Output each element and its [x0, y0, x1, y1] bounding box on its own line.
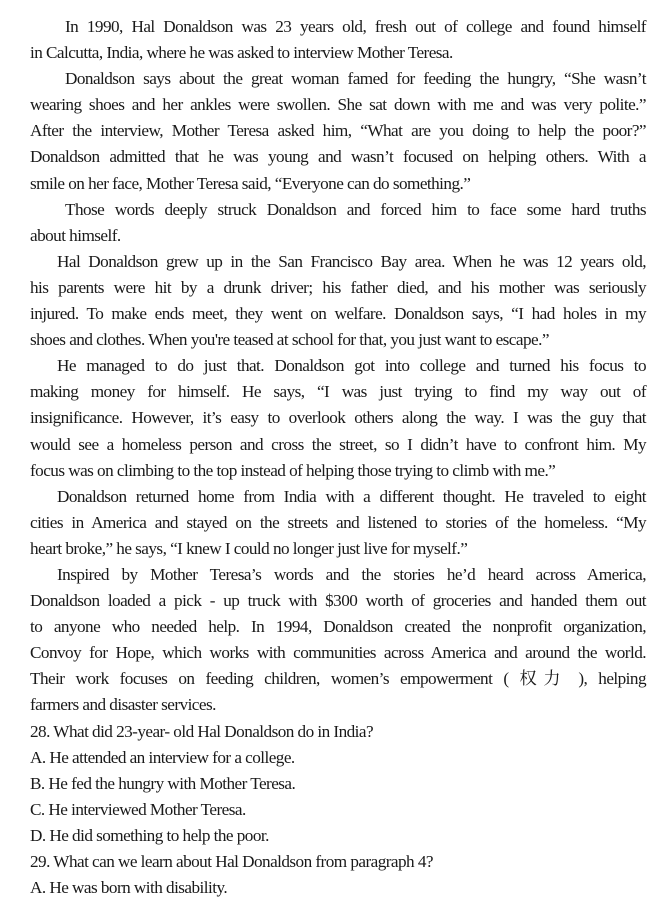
text-line: would see a homeless person and cross the street, so I didn’t have to confront him. My	[30, 434, 646, 454]
text-line: focus was on climbing to the top instead of helping those trying to climb with me.”	[30, 460, 556, 480]
text-line: heart broke,” he says, “I knew I could no longer just live for myself.”	[30, 538, 468, 558]
paragraph-7	[30, 562, 646, 719]
text-line: wearing shoes and her ankles were swollen. She sat down with me and was very polite.”	[30, 95, 646, 115]
text-line: insignificance. However, it’s easy to overlook others along the way. I was the guy that	[30, 408, 646, 428]
answer-option-b: B. He fed the hungry with Mother Teresa.	[30, 773, 296, 793]
text-line: Donaldson loaded a pick - up truck with $300 worth of groceries and handed them out	[30, 591, 646, 611]
text-line: Donaldson admitted that he was young and wasn’t focused on helping others. With a	[30, 147, 646, 167]
text-line: Convoy for Hope, which works with communities across America and around the world.	[30, 643, 646, 663]
text-line: Donaldson returned home from India with a different thought. He traveled to eight	[57, 486, 646, 506]
paragraph-6	[30, 484, 646, 562]
text-line: cities in America and stayed on the streets and listened to stories of the homeless. “My	[30, 512, 646, 532]
text-line: Their work focuses on feeding children, women’s empowerment ( 权力 ), helping	[30, 669, 646, 689]
answer-option-d: D. He did something to help the poor.	[30, 825, 269, 845]
answer-option-a: A. He attended an interview for a college.	[30, 747, 295, 767]
answer-option-c: C. He interviewed Mother Teresa.	[30, 799, 246, 819]
text-line: injured. To make ends meet, they went on welfare. Donaldson says, “I had holes in my	[30, 304, 646, 324]
question-29	[30, 849, 646, 901]
text-line: about himself.	[30, 225, 121, 245]
text-line: After the interview, Mother Teresa asked him, “What are you doing to help the poor?”	[30, 121, 646, 141]
question-stem: 29. What can we learn about Hal Donaldson from paragraph 4?	[30, 852, 433, 871]
paragraph-1	[30, 14, 646, 66]
text-line: Hal Donaldson grew up in the San Francisco Bay area. When he was 12 years old,	[57, 251, 646, 271]
text-line: in Calcutta, India, where he was asked to interview Mother Teresa.	[30, 43, 453, 63]
text-line: smile on her face, Mother Teresa said, “Everyone can do something.”	[30, 173, 471, 193]
text-line: to anyone who needed help. In 1994, Donaldson created the nonprofit organization,	[30, 617, 646, 637]
text-line: He managed to do just that. Donaldson got into college and turned his focus to	[57, 356, 646, 376]
paragraph-2	[30, 66, 646, 196]
paragraph-5	[30, 353, 646, 483]
text-line: Inspired by Mother Teresa’s words and the stories he’d heard across America,	[57, 564, 646, 584]
text-line: In 1990, Hal Donaldson was 23 years old, fresh out of college and found himself	[65, 17, 646, 36]
question-stem: 28. What did 23-year- old Hal Donaldson do in India?	[30, 721, 374, 741]
text-line: making money for himself. He says, “I was just trying to find my way out of	[30, 382, 646, 402]
question-28	[30, 719, 646, 849]
answer-option-a: A. He was born with disability.	[30, 878, 228, 898]
paragraph-4	[30, 249, 646, 353]
text-line: shoes and clothes. When you're teased at school for that, you just want to escape.”	[30, 330, 549, 350]
text-line: his parents were hit by a drunk driver; his father died, and his mother was seriously	[30, 277, 646, 297]
text-line: farmers and disaster services.	[30, 695, 216, 715]
paragraph-3	[30, 197, 646, 249]
text-line: Those words deeply struck Donaldson and forced him to face some hard truths	[65, 199, 646, 219]
text-line: Donaldson says about the great woman famed for feeding the hungry, “She wasn’t	[65, 69, 646, 89]
